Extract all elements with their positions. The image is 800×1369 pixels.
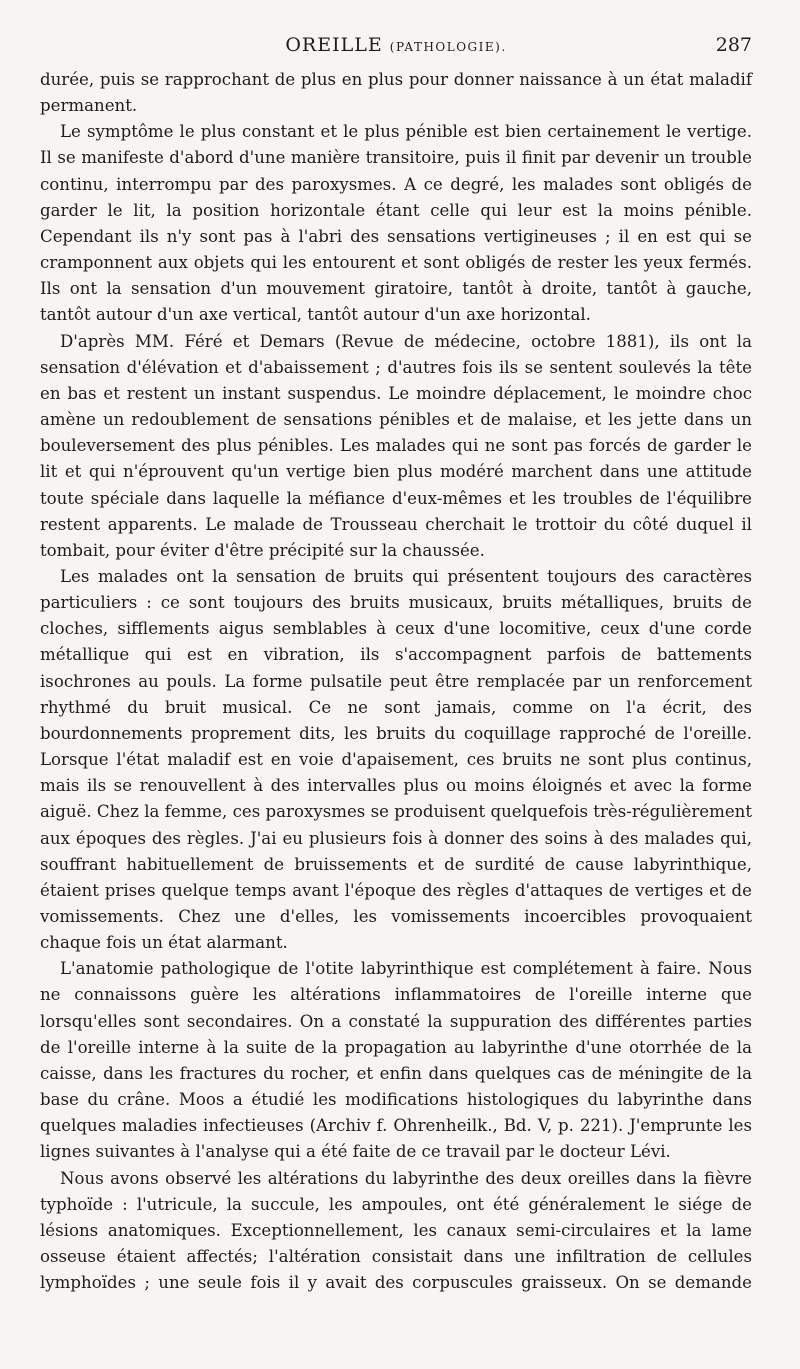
- paragraph-1: durée, puis se rapprochant de plus en plus pour donner naissance à un état maladif permanent.: [40, 70, 752, 116]
- body-text: [40, 67, 752, 1296]
- paragraph-5: L'anatomie pathologique de l'otite labyrinthique est complétement à faire. Nous ne connaissons guère les altérations inflammatoires de l'oreille interne que lorsqu'elles sont secondaires. On a constaté la suppuration des différentes parties de l'oreille interne à la suite de la propagation au labyrinthe d'une otorrhée de la caisse, dans les fractures du rocher, et enfin dans quelques cas de méningite de la base du crâne. Moos a étudié les modifications histologiques du labyrinthe dans quelques maladies infectieuses (Archiv f. Ohrenheilk., Bd. V, p. 221). J'emprunte les lignes suivantes à l'analyse qui a été faite de ce travail par le docteur Lévi.: [40, 959, 752, 1162]
- page-header: [40, 34, 752, 60]
- page-number: 287: [715, 34, 752, 56]
- running-title-sub: (PATHOLOGIE).: [389, 40, 507, 54]
- running-title-main: OREILLE: [285, 34, 383, 56]
- paragraph-2: Le symptôme le plus constant et le plus pénible est bien certainement le vertige. Il se manifeste d'abord d'une manière transitoire, puis il finit par devenir un trouble continu, interrompu par des paroxysmes. A ce degré, les malades sont obligés de garder le lit, la position horizontale étant celle qui leur est la moins pénible. Cependant ils n'y sont pas à l'abri des sensations vertigineuses ; il en est qui se cramponnent aux objets qui les entourent et sont obligés de rester les yeux fermés. Ils ont la sensation d'un mouvement giratoire, tantôt à droite, tantôt à gauche, tantôt autour d'un axe vertical, tantôt autour d'un axe horizontal.: [40, 122, 752, 325]
- paragraph-3: D'après MM. Féré et Demars (Revue de médecine, octobre 1881), ils ont la sensation d'élévation et d'abaissement ; d'autres fois ils se sentent soulevés la tête en bas et restent un instant suspendus. Le moindre déplacement, le moindre choc amène un redoublement de sensations pénibles et de malaise, et les jette dans un bouleversement des plus pénibles. Les malades qui ne sont pas forcés de garder le lit et qui n'éprouvent qu'un vertige bien plus modéré marchent dans une attitude toute spéciale dans laquelle la méfiance d'eux-mêmes et les troubles de l'équilibre restent apparents. Le malade de Trousseau cherchait le trottoir du côté duquel il tombait, pour éviter d'être précipité sur la chaussée.: [40, 331, 752, 560]
- paragraph-4: Les malades ont la sensation de bruits qui présentent toujours des caractères particuliers : ce sont toujours des bruits musicaux, bruits métalliques, bruits de cloches, sifflements aigus semblables à ceux d'une locomitive, ceux d'une corde métallique qui est en vibration, ils s'accompagnent parfois de battements isochrones au pouls. La forme pulsatile peut être remplacée par un renforcement rhythmé du bruit musical. Ce ne sont jamais, comme on l'a écrit, des bourdonnements proprement dits, les bruits du coquillage rapproché de l'oreille. Lorsque l'état maladif est en voie d'apaisement, ces bruits ne sont plus continus, mais ils se renouvellent à des intervalles plus ou moins éloignés et avec la forme aiguë. Chez la femme, ces paroxysmes se produisent quelquefois très-régulièrement aux époques des règles. J'ai eu plusieurs fois à donner des soins à des malades qui, souffrant habituellement de bruissements et de surdité de cause labyrinthique, étaient prises quelque temps avant l'époque des règles d'attaques de vertiges et de vomissements. Chez une d'elles, les vomissements incoercibles provoquaient chaque fois un état alarmant.: [40, 566, 752, 953]
- running-title: [40, 34, 752, 56]
- paragraph-6: Nous avons observé les altérations du labyrinthe des deux oreilles dans la fièvre typhoïde : l'utricule, la succule, les ampoules, ont été généralement le siége de lésions anatomiques. Exceptionnellement, les canaux semi-circulaires et la lame osseuse étaient affectés; l'altération consistait dans une infiltration de cellules lymphoïdes ; une seule fois il y avait des corpuscules graisseux. On se demande: [40, 1168, 752, 1293]
